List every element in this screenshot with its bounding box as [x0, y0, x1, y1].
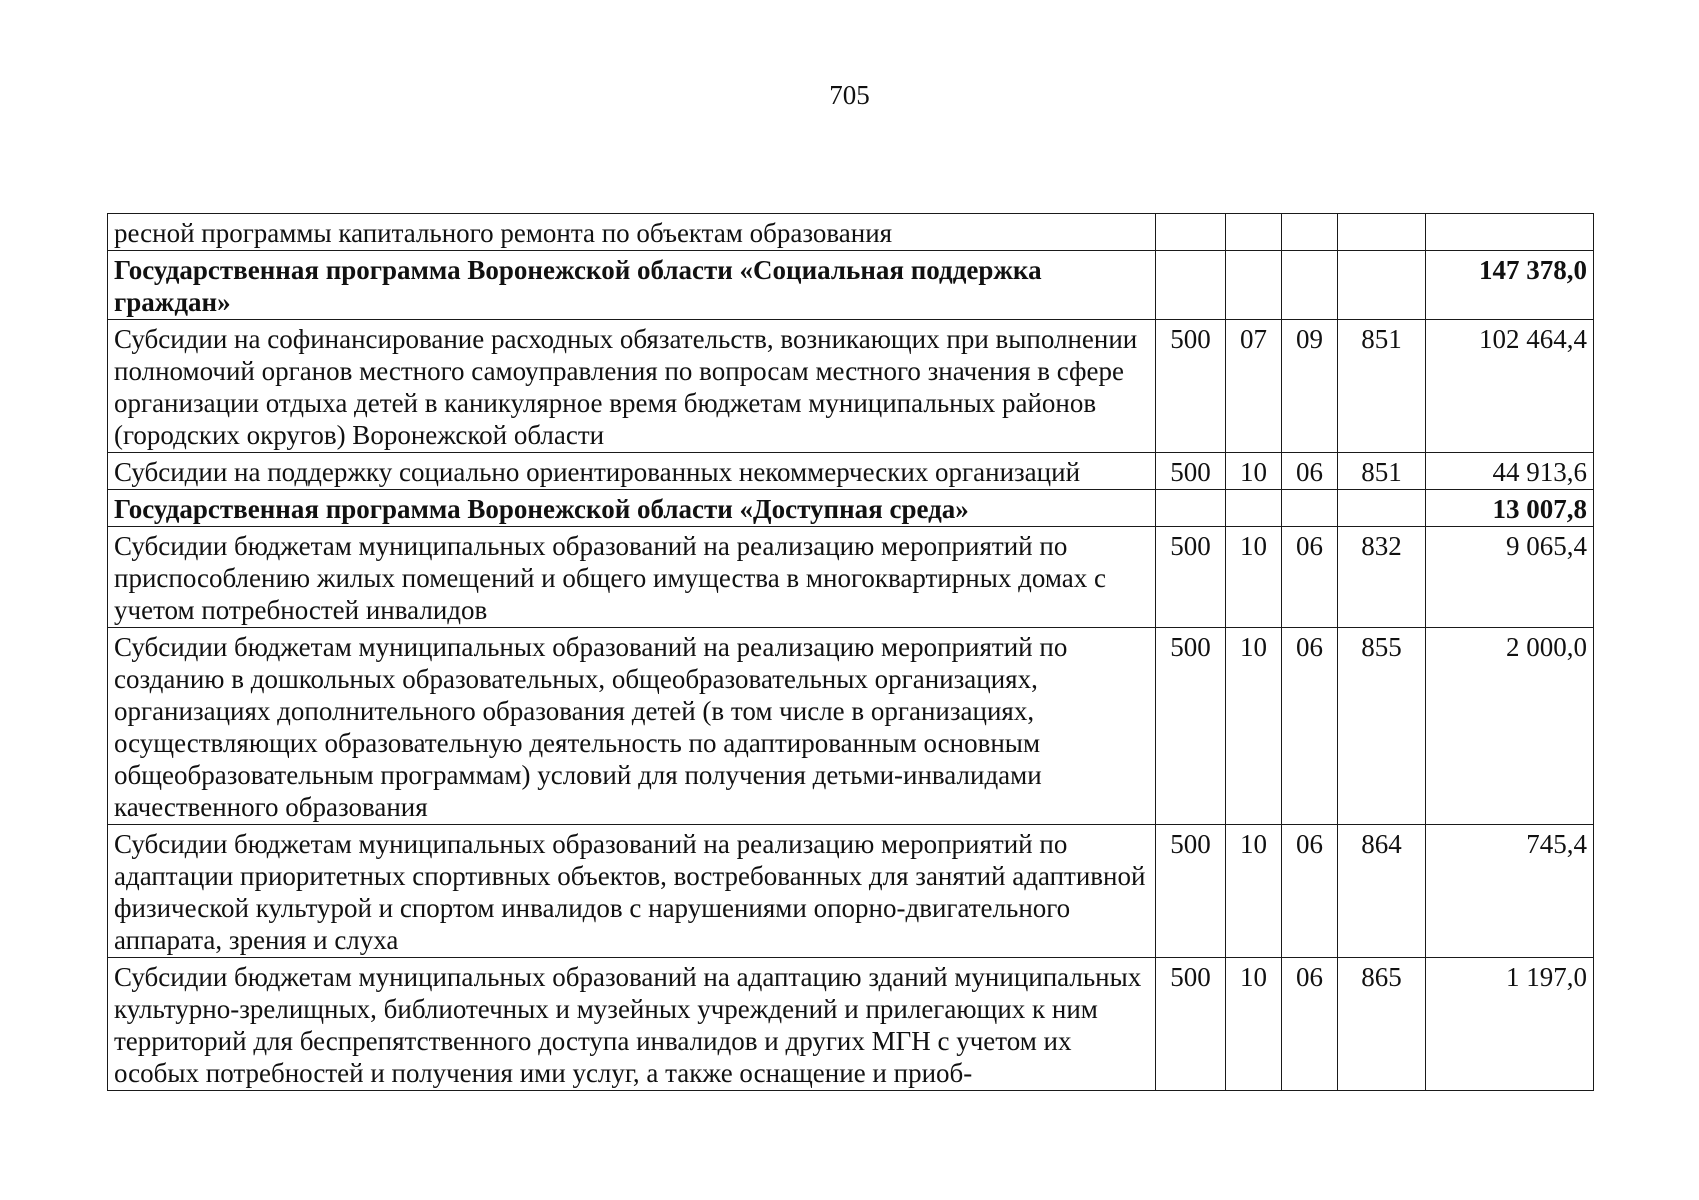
subsection-code: 06 — [1282, 527, 1338, 628]
ministry-code: 500 — [1156, 527, 1226, 628]
ministry-code: 500 — [1156, 453, 1226, 490]
expense-type-code: 832 — [1338, 527, 1426, 628]
budget-table — [107, 213, 1594, 1091]
amount: 9 065,4 — [1426, 527, 1594, 628]
row-name: Субсидии бюджетам муниципальных образований на реализацию мероприятий по приспособлению жилых помещений и общего имущества в многоквартирных домах с учетом потребностей инвалидов — [108, 527, 1156, 628]
amount: 1 197,0 — [1426, 958, 1594, 1091]
section-code: 07 — [1226, 320, 1282, 453]
row-name: Субсидии на софинансирование расходных обязательств, возникающих при выполнении полномочий органов местного самоуправления по вопросам местного значения в сфере организации отдыха детей в каникулярное время бюджетам муниципальных районов (городских округов) Воронежской области — [108, 320, 1156, 453]
amount: 44 913,6 — [1426, 453, 1594, 490]
subsection-code: 06 — [1282, 825, 1338, 958]
expense-type-code — [1338, 214, 1426, 251]
program-amount: 13 007,8 — [1426, 490, 1594, 527]
program-amount: 147 378,0 — [1426, 251, 1594, 320]
subsection-code: 06 — [1282, 453, 1338, 490]
expense-type-code: 855 — [1338, 628, 1426, 825]
expense-type-code: 851 — [1338, 320, 1426, 453]
section-code: 10 — [1226, 628, 1282, 825]
section-code — [1226, 490, 1282, 527]
row-name: ресной программы капитального ремонта по объектам образования — [108, 214, 1156, 251]
subsection-code — [1282, 251, 1338, 320]
expense-type-code: 851 — [1338, 453, 1426, 490]
row-name: Субсидии бюджетам муниципальных образований на реализацию мероприятий по созданию в дошкольных образовательных, общеобразовательных организациях, организациях дополнительного образования детей (в том числе в организациях, осуществляющих образовательную деятельность по адаптированным основным общеобразовательным программам) условий для получения детьми-инвалидами качественного образования — [108, 628, 1156, 825]
subsection-code: 06 — [1282, 958, 1338, 1091]
section-code — [1226, 251, 1282, 320]
row-name: Субсидии на поддержку социально ориентированных некоммерческих организаций — [108, 453, 1156, 490]
subsection-code: 06 — [1282, 628, 1338, 825]
section-code: 10 — [1226, 825, 1282, 958]
table-row — [108, 214, 1594, 251]
expense-type-code — [1338, 251, 1426, 320]
table-row — [108, 628, 1594, 825]
row-name: Субсидии бюджетам муниципальных образований на реализацию мероприятий по адаптации приоритетных спортивных объектов, востребованных для занятий адаптивной физической культурой и спортом инвалидов с нарушениями опорно-двигательного аппарата, зрения и слуха — [108, 825, 1156, 958]
section-code — [1226, 214, 1282, 251]
program-row — [108, 251, 1594, 320]
section-code: 10 — [1226, 958, 1282, 1091]
amount: 745,4 — [1426, 825, 1594, 958]
table-row — [108, 958, 1594, 1091]
amount: 2 000,0 — [1426, 628, 1594, 825]
section-code: 10 — [1226, 527, 1282, 628]
table-row — [108, 453, 1594, 490]
ministry-code: 500 — [1156, 628, 1226, 825]
ministry-code — [1156, 251, 1226, 320]
ministry-code: 500 — [1156, 320, 1226, 453]
amount — [1426, 214, 1594, 251]
ministry-code — [1156, 490, 1226, 527]
section-code: 10 — [1226, 453, 1282, 490]
subsection-code — [1282, 214, 1338, 251]
amount: 102 464,4 — [1426, 320, 1594, 453]
program-name: Государственная программа Воронежской области «Доступная среда» — [108, 490, 1156, 527]
ministry-code — [1156, 214, 1226, 251]
table-row — [108, 320, 1594, 453]
expense-type-code: 865 — [1338, 958, 1426, 1091]
page-number: 705 — [829, 80, 870, 110]
program-name: Государственная программа Воронежской области «Социальная поддержка граждан» — [108, 251, 1156, 320]
expense-type-code — [1338, 490, 1426, 527]
row-name: Субсидии бюджетам муниципальных образований на адаптацию зданий муниципальных культурно-зрелищных, библиотечных и музейных учреждений и прилегающих к ним территорий для беспрепятственного доступа инвалидов и других МГН с учетом их особых потребностей и получения ими услуг, а также оснащение и приоб- — [108, 958, 1156, 1091]
ministry-code: 500 — [1156, 825, 1226, 958]
table-row — [108, 825, 1594, 958]
table-row — [108, 527, 1594, 628]
subsection-code: 09 — [1282, 320, 1338, 453]
subsection-code — [1282, 490, 1338, 527]
program-row — [108, 490, 1594, 527]
ministry-code: 500 — [1156, 958, 1226, 1091]
expense-type-code: 864 — [1338, 825, 1426, 958]
